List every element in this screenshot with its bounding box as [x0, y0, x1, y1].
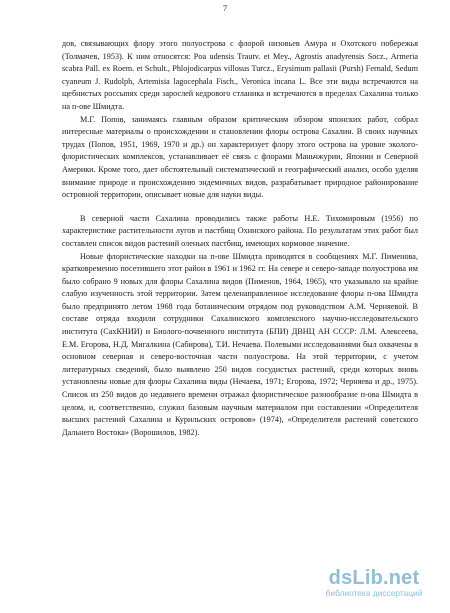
- paragraph-tikhomirov: В северной части Сахалина проводились также работы Н.Е. Тихомировым (1956) по характеристике растительности лугов и пастбищ Охинского района. По результатам этих работ был составлен список видов растений оленьих пастбищ, имеющих кормовое значение.: [62, 213, 418, 248]
- watermark-subtitle: библиотека диссертаций: [325, 588, 423, 598]
- paragraph-popov: М.Г. Попов, занимаясь главным образом критическим обзором японских работ, собрал интересные материалы о происхождении и становлении флоры острова Сахалин. В своих научных трудах (Попов, 1951, 1969, 1970 и др.) он характеризует флору этого острова на уровне эколого-флористических комплексов, устанавливает её связь с флорами Маньчжурии, Японии и Северной Америки. Кроме того, дает обстоятельный систематический и географический анализ, особо уделяя внимание природе и происхождению эндемичных видов, разрабатывает природное районирование островной территории, описывает новые для науки виды.: [62, 114, 418, 200]
- paragraph-continuation: дов, связывающих флору этого полуострова с флорой низовьев Амура и Охотского побережья (Толмачев, 1953). К ним относятся: Poa udensis Trautv. et Mey., Agrostis anadyrensis Socz., Armeria scabra Pall. ex Roem. et Schult., Phlojodicarpus villosus Turcz., Erysimum pallasii (Pursh) Fernald, Sedum cyaneum J. Rudolph, Artemisia lagocephala Fisch., Veronica incana L. Все эти виды встречаются на щебнистых россыпях среди зарослей кедрового стланика и встречаются в пределах Сахалина только на п-ове Шмидта.: [62, 39, 418, 111]
- watermark-logo: dsLib.net: [328, 567, 420, 589]
- dslib-watermark: [320, 568, 428, 599]
- document-body: [62, 38, 418, 439]
- page-number: 7: [222, 3, 228, 13]
- paragraph-schmidt-findings: Новые флористические находки на п-ове Шмидта приводятся в сообщениях М.Г. Пименова, кратковременно посетившего этот район в 1961 и 1962 гг. На севере и северо-западе полуострова им было собрано 9 новых для флоры Сахалина видов (Пименов, 1964, 1965), что указывало на крайне слабую изученность этой территории. Затем целенаправленное исследование флоры п-ова Шмидта было предпринято летом 1968 года ботаническим отрядом под руководством А.М. Черняевой. В составе отряда входили сотрудники Сахалинского комплексного научно-исследовательского института (СахКНИИ) и Биолого-почвенного института (БПИ) ДВНЦ АН СССР: Л.М. Алексеева, Е.М. Егорова, Н.Д. Мигалкина (Сабирова), Т.И. Нечаева. Полевыми исследованиями был охвачены в основном северная и северо-восточная части полуострова. На этой территории, с учетом литературных сведений, было выявлено 250 видов сосудистых растений, среди которых вновь установлены новые для флоры Сахалина виды (Нечаева, 1971; Егорова, 1972; Черняева и др., 1975). Список из 250 видов до недавнего времени отражал флористическое разнообразие п-ова Шмидта в целом, и, соответственно, служил базовым научным материалом при составлении «Определителя высших растений Сахалина и Курильских островов» (1974), «Определителя растений советского Дальнего Востока» (Ворошилов, 1982).: [62, 251, 418, 437]
